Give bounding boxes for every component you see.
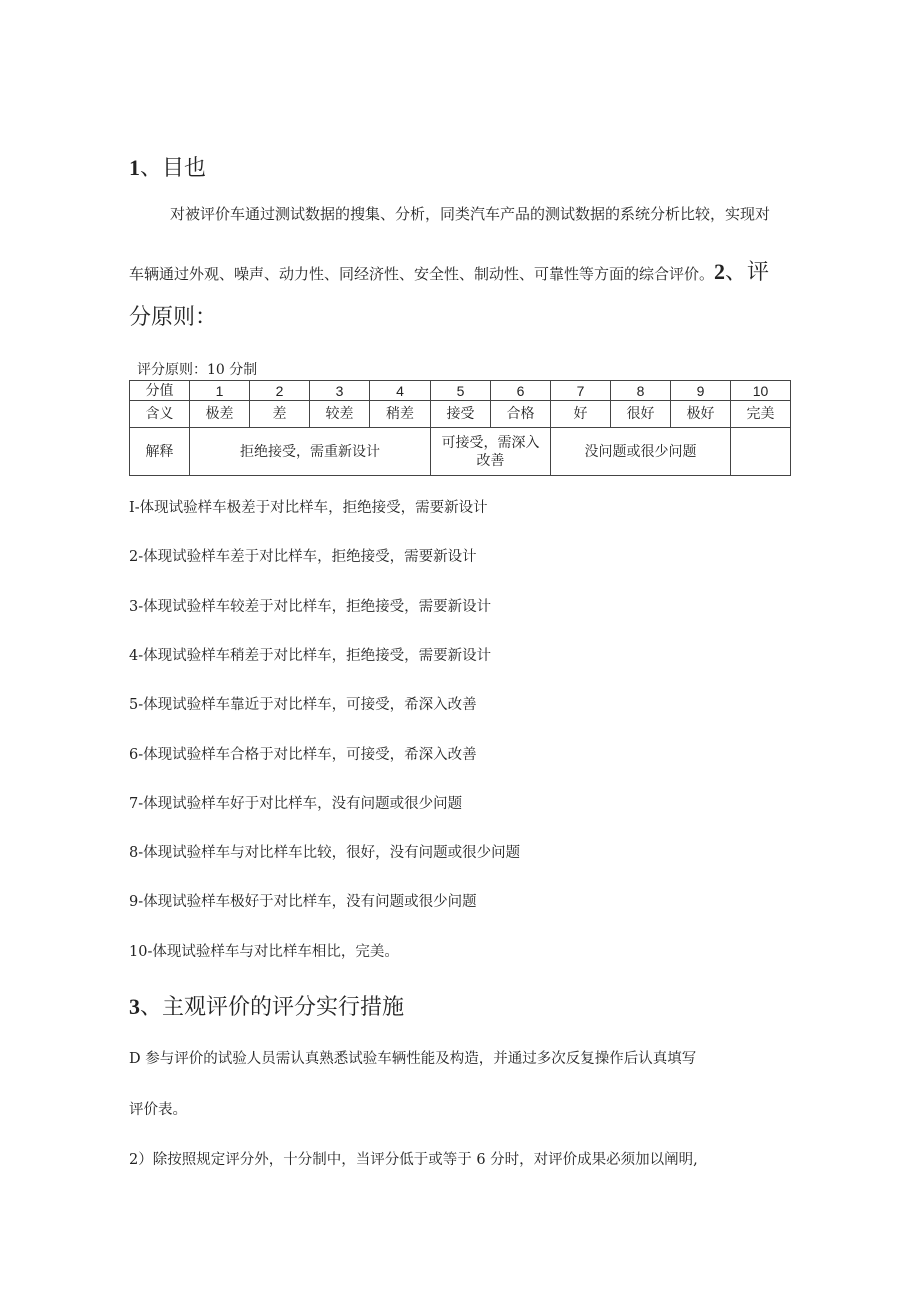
meaning-cell: 稍差 — [370, 401, 431, 428]
score-cell: 2 — [250, 381, 310, 401]
score-description-5: 5-体现试验样车靠近于对比样车，可接受，希深入改善 — [129, 697, 477, 713]
explanation-accept-line-1: 可接受，需深入 — [441, 434, 540, 451]
measure-2: 2）除按照规定评分外，十分制中，当评分低于或等于 6 分时，对评价成果必须加以阐明, — [129, 1152, 698, 1168]
explanation-row-label: 解释 — [130, 428, 190, 476]
section-1-heading — [129, 151, 206, 182]
score-description-3: 3-体现试验样车较差于对比样车，拒绝接受，需要新设计 — [129, 599, 492, 615]
table-caption: 评分原则：10 分制 — [137, 362, 258, 378]
score-description-4: 4-体现试验样车稍差于对比样车，拒绝接受，需要新设计 — [129, 648, 492, 664]
score-row-label: 分值 — [130, 381, 190, 401]
score-cell: 7 — [551, 381, 611, 401]
section-2-title-part-b: 分原则： — [129, 305, 218, 330]
explanation-good: 没问题或很少问题 — [551, 428, 731, 476]
section-3-heading — [129, 990, 404, 1021]
meaning-row — [130, 401, 791, 428]
score-cell: 4 — [370, 381, 431, 401]
section-3-title: 、主观评价的评分实行措施 — [140, 995, 405, 1020]
score-cell: 1 — [190, 381, 250, 401]
explanation-row — [130, 428, 791, 476]
meaning-cell: 极好 — [671, 401, 731, 428]
meaning-cell: 很好 — [611, 401, 671, 428]
measure-1-line-1: D 参与评价的试验人员需认真熟悉试验车辆性能及构造，并通过多次反复操作后认真填写 — [129, 1051, 697, 1067]
score-description-8: 8-体现试验样车与对比样车比较，很好，没有问题或很少问题 — [129, 845, 521, 861]
explanation-accept-line-2: 改善 — [476, 452, 505, 469]
section-2-number: 2 — [714, 259, 726, 284]
explanation-accept — [431, 428, 551, 476]
meaning-cell: 差 — [250, 401, 310, 428]
meaning-cell: 极差 — [190, 401, 250, 428]
meaning-row-label: 含义 — [130, 401, 190, 428]
intro-paragraph-text: 车辆通过外观、噪声、动力性、同经济性、安全性、制动性、可靠性等方面的综合评价。 — [129, 265, 715, 283]
score-description-6: 6-体现试验样车合格于对比样车，可接受，希深入改善 — [129, 747, 477, 763]
score-description-9: 9-体现试验样车极好于对比样车，没有问题或很少问题 — [129, 894, 477, 910]
score-cell: 6 — [491, 381, 551, 401]
explanation-reject: 拒绝接受，需重新设计 — [190, 428, 431, 476]
score-description-1: I-体现试验样车极差于对比样车，拒绝接受，需要新设计 — [129, 500, 488, 516]
meaning-cell: 合格 — [491, 401, 551, 428]
section-3-number: 3 — [129, 994, 140, 1019]
grading-table — [129, 380, 791, 476]
section-2-heading-start — [714, 260, 769, 285]
score-description-10: 10-体现试验样车与对比样车相比，完美。 — [129, 944, 399, 960]
intro-paragraph-line-1: 对被评价车通过测试数据的搜集、分析，同类汽车产品的测试数据的系统分析比较，实现对 — [170, 205, 771, 223]
score-cell: 5 — [431, 381, 491, 401]
score-row — [130, 381, 791, 401]
score-description-7: 7-体现试验样车好于对比样车，没有问题或很少问题 — [129, 796, 463, 812]
score-cell: 9 — [671, 381, 731, 401]
meaning-cell: 完美 — [731, 401, 791, 428]
intro-paragraph-line-2 — [129, 255, 769, 286]
score-description-2: 2-体现试验样车差于对比样车，拒绝接受，需要新设计 — [129, 549, 477, 565]
section-1-number: 1 — [129, 155, 140, 180]
explanation-perfect — [731, 428, 791, 476]
section-1-title: 、目也 — [140, 156, 207, 181]
score-cell: 8 — [611, 381, 671, 401]
measure-1-line-2: 评价表。 — [129, 1102, 187, 1118]
score-cell: 10 — [731, 381, 791, 401]
meaning-cell: 较差 — [310, 401, 370, 428]
section-2-title-part-a: 、评 — [725, 260, 770, 285]
meaning-cell: 接受 — [431, 401, 491, 428]
meaning-cell: 好 — [551, 401, 611, 428]
score-cell: 3 — [310, 381, 370, 401]
